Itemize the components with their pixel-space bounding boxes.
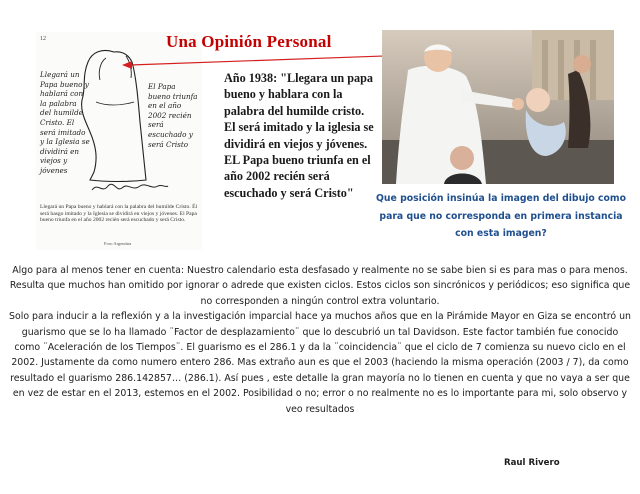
pope-photo <box>382 30 614 184</box>
handwriting-left: Llegará un Papa bueno y hablará con la palabra del humilde Cristo. El será imitado y la Iglesia se dividirá en viejos y jóvenes <box>40 70 90 175</box>
arrow-icon <box>120 52 386 72</box>
drawing-caption: Llegará un Papa bueno y hablará con la palabra del humilde Cristo. Él será hasgo imitado y la Iglesia se dividirá en viejos y jóvenes. El Papa bueno triunfa en el año 2002 recién será escuchado y será Cristo. <box>40 204 198 224</box>
question-text: Que posición insinúa la imagen del dibujo como para que no corresponda en primera instancia con esta imagen? <box>376 193 626 239</box>
page-title: Una Opinión Personal <box>166 32 332 51</box>
drawing-page-number: 12 <box>40 36 46 42</box>
body-paragraph-2: Solo para inducir a la reflexión y a la investigación imparcial hace ya muchos años que en la Pirámide Mayor en Giza se encontró un guarismo que se lo ha llamado ¨Factor de desplazamiento¨ que lo descubrió un tal Davidson. Este factor también fue conocido como ¨Aceleración de los Tiempos¨. El guarismo es el 286.1 y da la ¨coincidencia¨ que el ciclo de 7 comienza su nuevo ciclo en el 2002. Justamente da como numero entero 286. Mas extraño aun es que el 2003 (haciendo la misma operación (2003 / 7), da como resultado el guarismo 286.142857… (286.1). Así pues , este detalle la gran mayoría no lo tienen en cuenta y que no vaya a ser que en vez de estar en el 2013, estemos en el 2002. Posibilidad o no; error o no realmente no es lo importante para mi, solo observo y veo resultados <box>9 311 631 415</box>
pope-blessing-baby-photo-icon <box>382 30 614 184</box>
body-text <box>8 263 632 417</box>
prophecy-quote: Año 1938: "Llegara un papa bueno y hablara con la palabra del humilde cristo. El será imitado y la iglesia se dividirá en viejos y jóvenes. EL Papa bueno triunfa en el año 2002 recién será escuchado y será Cristo" <box>224 71 374 200</box>
handwriting-right: El Papa bueno triunfa en el año 2002 recién será escuchado y será Cristo <box>148 82 198 149</box>
author-signature: Raul Rivero <box>504 458 560 468</box>
body-paragraph-1: Algo para al menos tener en cuenta: Nuestro calendario esta desfasado y realmente no se sabe bien si es para mas o para menos. Resulta que muchos han omitido por ignorar o adrede que existen ciclos. Estos ciclos son sincrónicos y periódicos; eso significa que no corresponden a ningún control extra voluntario. <box>9 265 631 307</box>
drawing-caption-source: Foro Argentina <box>104 241 132 246</box>
